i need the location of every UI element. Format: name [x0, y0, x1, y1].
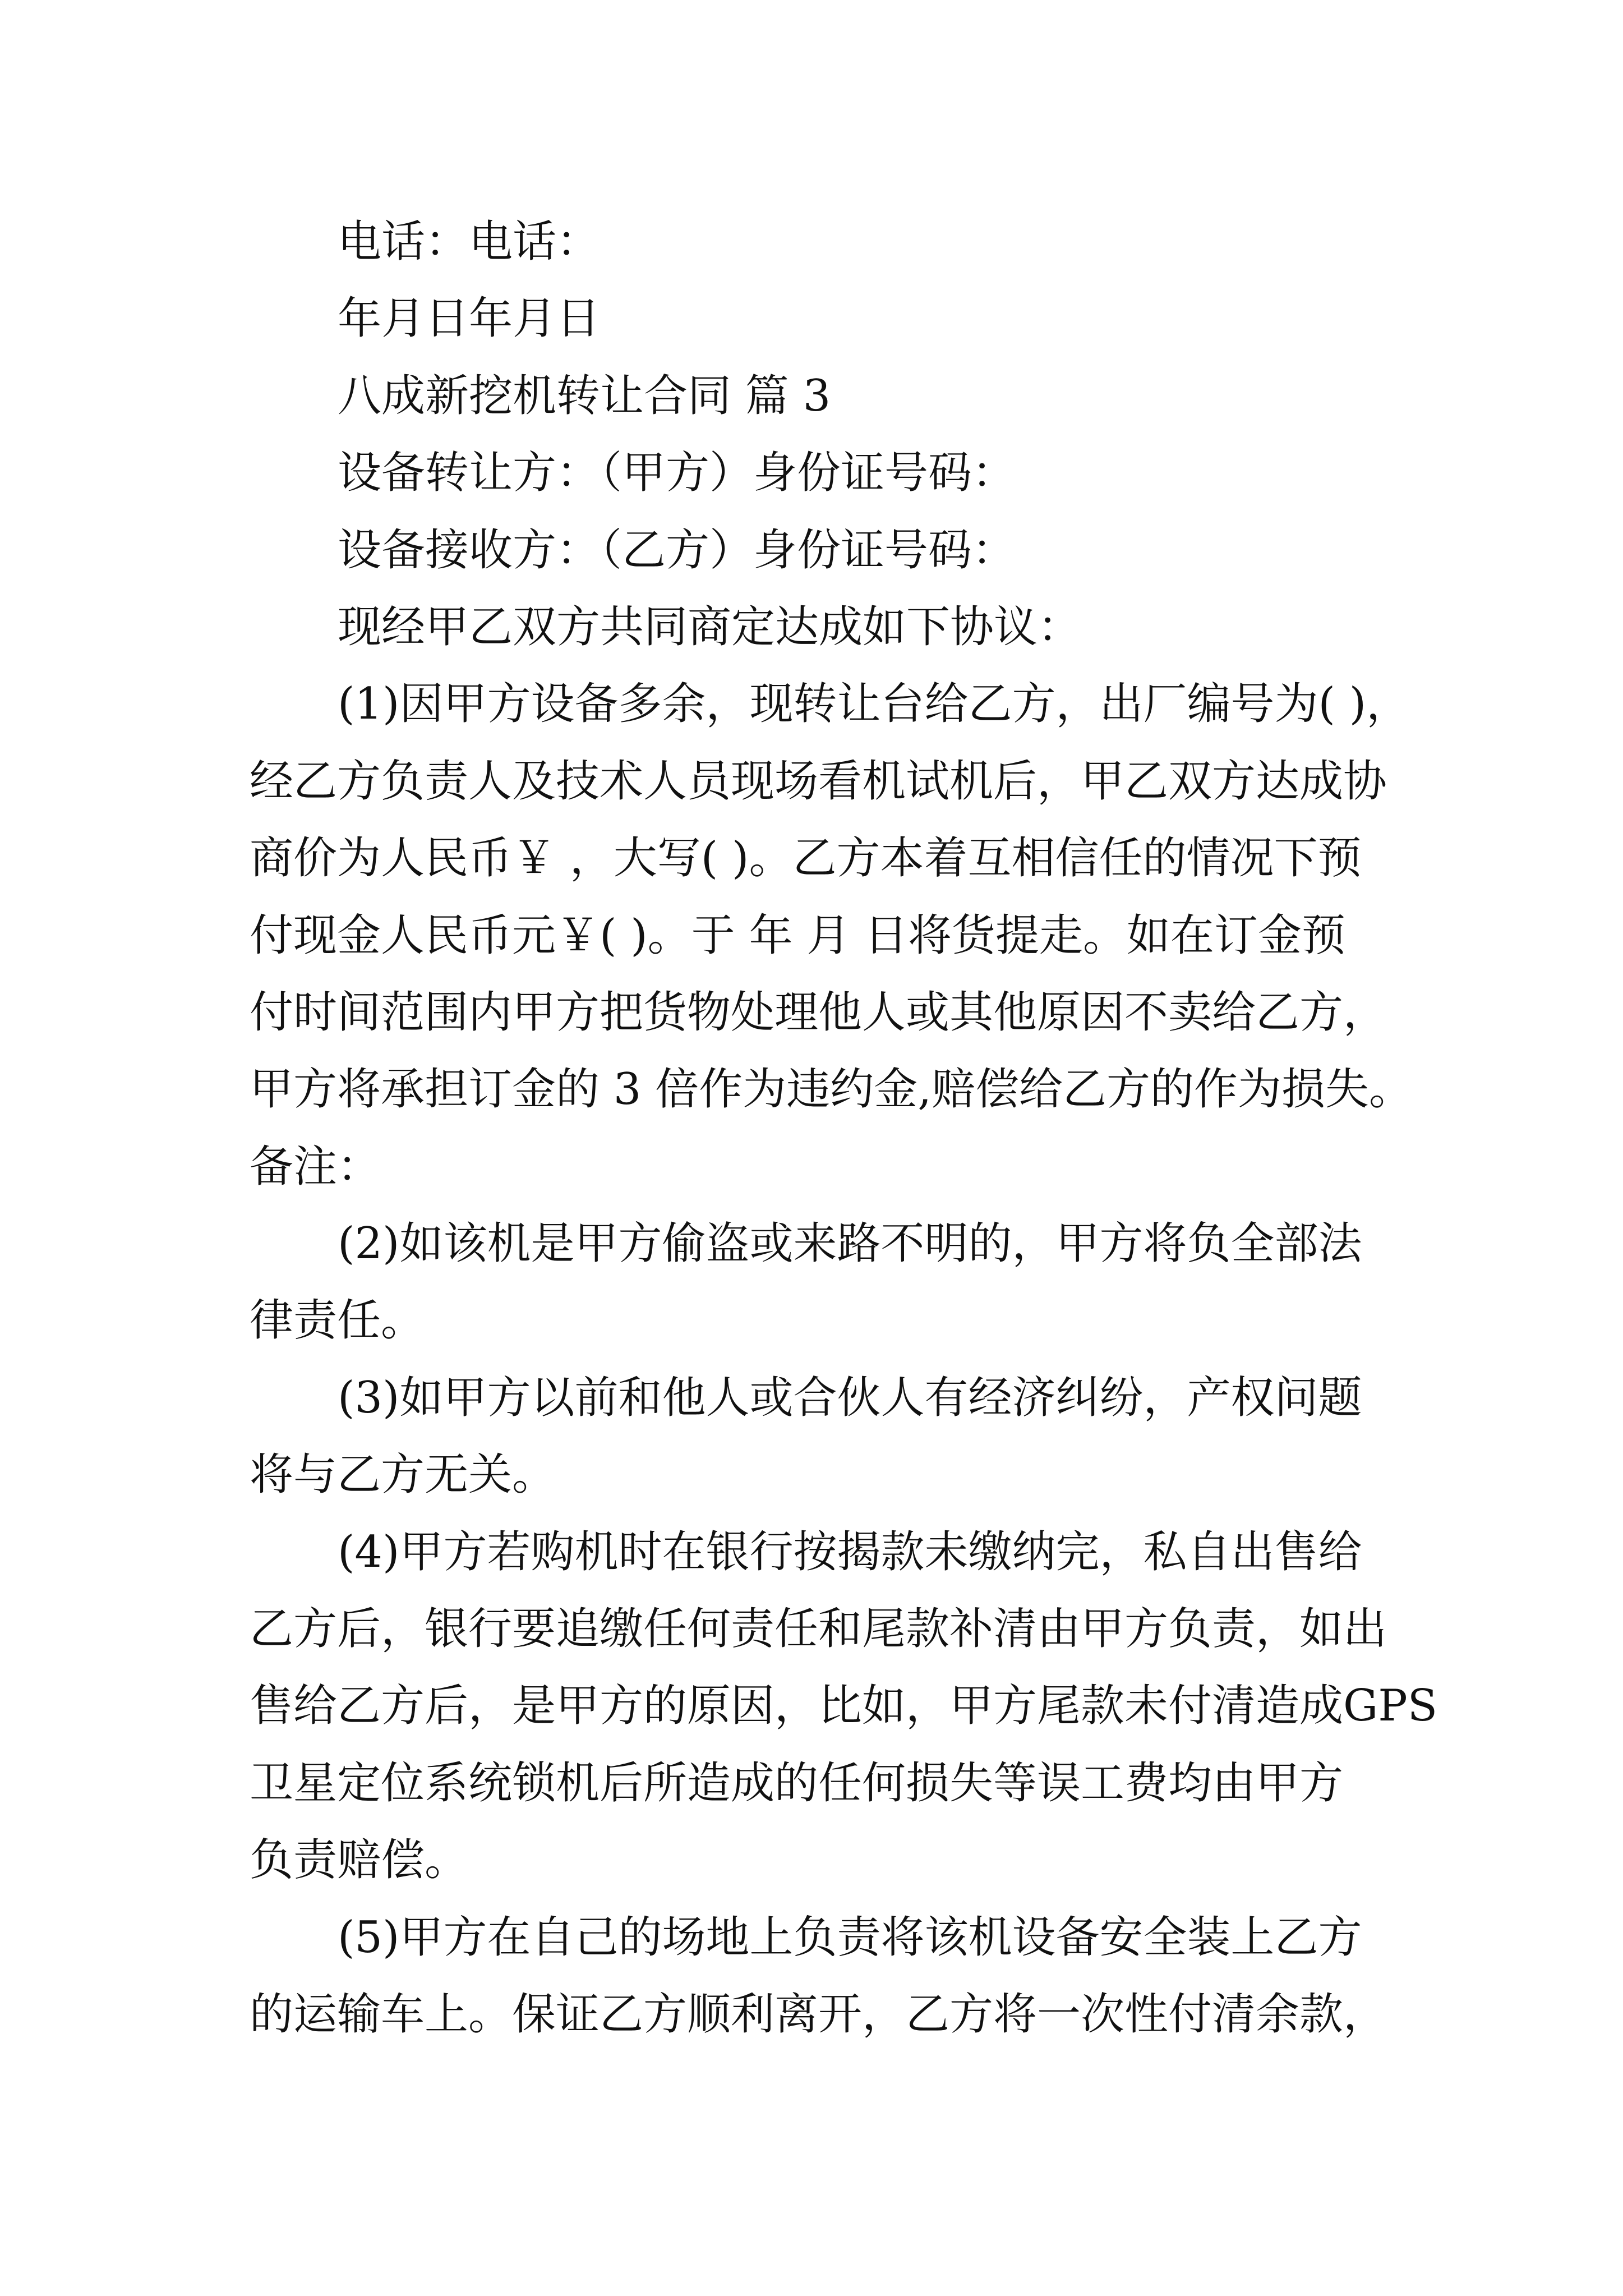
- remarks-label: 备注：: [250, 1141, 381, 1192]
- clause-5-line: 的运输车上。保证乙方顺利离开，乙方将一次性付清余款，: [250, 1989, 1387, 2040]
- clause-1-line: (1)因甲方设备多余，现转让台给乙方，出厂编号为( )，: [338, 679, 1410, 730]
- clause-4-line: 售给乙方后，是甲方的原因，比如，甲方尾款未付清造成GPS: [250, 1681, 1438, 1732]
- clause-1-line: 商价为人民币￥ ，大写( )。乙方本着互相信任的情况下预: [250, 833, 1362, 884]
- clause-4-line: 乙方后，银行要追缴任何责任和尾款补清由甲方负责，如出: [250, 1604, 1387, 1655]
- section-heading: 八成新挖机转让合同 篇 3: [338, 370, 831, 421]
- receiver-line: 设备接收方：（乙方）身份证号码：: [338, 524, 1016, 576]
- agreement-intro: 现经甲乙双方共同商定达成如下协议：: [338, 601, 1082, 652]
- clause-2-line: (2)如该机是甲方偷盗或来路不明的，甲方将负全部法: [338, 1218, 1362, 1269]
- contact-phone-line: 电话：电话：: [338, 217, 601, 267]
- date-line: 年月日年月日: [338, 293, 601, 344]
- clause-2-line: 律责任。: [250, 1295, 425, 1346]
- clause-1-line: 经乙方负责人及技术人员现场看机试机后，甲乙双方达成协: [250, 756, 1387, 807]
- transferor-line: 设备转让方：（甲方）身份证号码：: [338, 448, 1016, 499]
- clause-3-line: (3)如甲方以前和他人或合伙人有经济纠纷，产权问题: [338, 1372, 1362, 1423]
- clause-4-line: 卫星定位系统锁机后所造成的任何损失等误工费均由甲方: [250, 1757, 1344, 1809]
- clause-4-line: 负责赔偿。: [250, 1835, 469, 1886]
- clause-1-line: 付现金人民币元￥( )。于 年 月 日将货提走。如在订金预: [250, 910, 1346, 961]
- clause-5-line: (5)甲方在自己的场地上负责将该机设备安全装上乙方: [338, 1912, 1362, 1963]
- clause-4-line: (4)甲方若购机时在银行按揭款未缴纳完，私自出售给: [338, 1526, 1362, 1577]
- clause-1-line: 甲方将承担订金的 3 倍作为违约金,赔偿给乙方的作为损失。: [250, 1064, 1413, 1115]
- clause-3-line: 将与乙方无关。: [250, 1450, 556, 1501]
- contract-text: [250, 204, 1450, 2053]
- clause-1-line: 付时间范围内甲方把货物处理他人或其他原因不卖给乙方，: [250, 987, 1387, 1038]
